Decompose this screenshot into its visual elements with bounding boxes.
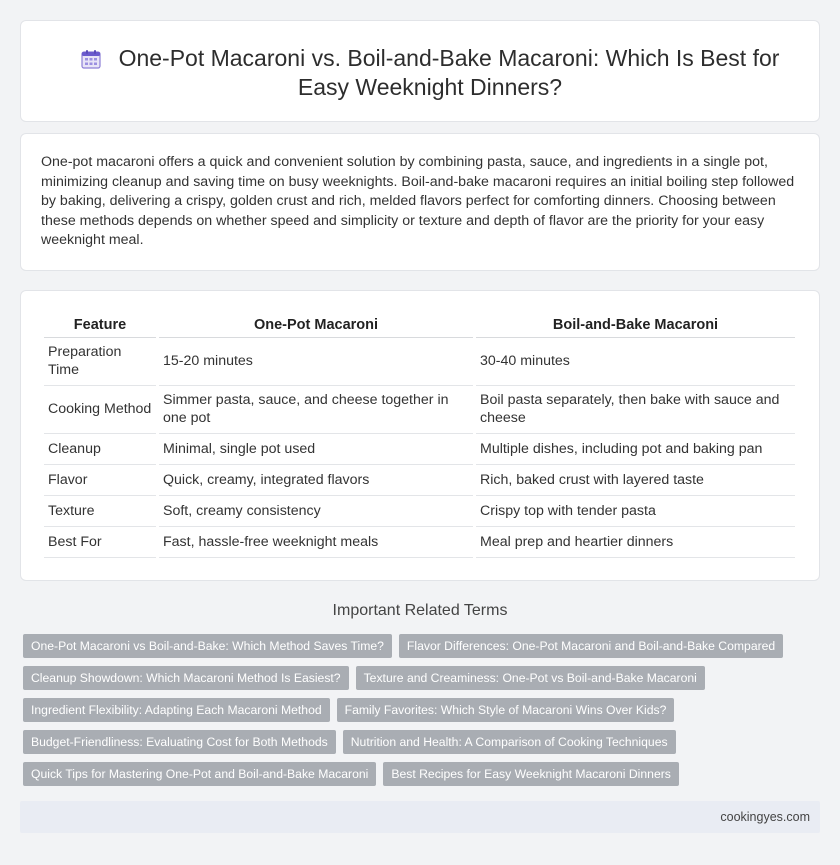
row-boil-and-bake: Boil pasta separately, then bake with sauce and cheese (476, 386, 795, 434)
row-one-pot: Minimal, single pot used (159, 434, 473, 465)
row-boil-and-bake: Multiple dishes, including pot and baking pan (476, 434, 795, 465)
table-row (44, 434, 795, 465)
table-row (44, 496, 795, 527)
table-header-row (44, 315, 795, 338)
page-title (61, 44, 799, 102)
related-term-link[interactable]: Flavor Differences: One-Pot Macaroni and Boil-and-Bake Compared (399, 634, 783, 658)
tag-row (23, 634, 823, 658)
table-row (44, 527, 795, 558)
row-one-pot: Simmer pasta, sauce, and cheese together in one pot (159, 386, 473, 434)
row-one-pot: Quick, creamy, integrated flavors (159, 465, 473, 496)
row-boil-and-bake: 30-40 minutes (476, 338, 795, 386)
row-boil-and-bake: Meal prep and heartier dinners (476, 527, 795, 558)
row-one-pot: 15-20 minutes (159, 338, 473, 386)
tag-row (23, 666, 823, 690)
row-feature: Cleanup (44, 434, 156, 465)
intro-paragraph: One-pot macaroni offers a quick and convenient solution by combining pasta, sauce, and ingredients in a single pot, minimizing cleanup and saving time on busy weeknights. Boil-and-bake macaroni requires an initial boiling step followed by baking, delivering a crispy, golden crust and rich, melded flavors perfect for comforting dinners. Choosing between these methods depends on whether speed and simplicity or texture and depth of flavor are the priority for your easy weeknight meal. (41, 154, 795, 249)
related-term-link[interactable]: Quick Tips for Mastering One-Pot and Boil-and-Bake Macaroni (23, 762, 376, 786)
tag-row (23, 730, 823, 754)
page-title-text: One-Pot Macaroni vs. Boil-and-Bake Macaroni: Which Is Best for Easy Weeknight Dinners? (118, 45, 780, 100)
row-feature: Flavor (44, 465, 156, 496)
table-row (44, 465, 795, 496)
row-boil-and-bake: Crispy top with tender pasta (476, 496, 795, 527)
table-row (44, 386, 795, 434)
related-term-link[interactable]: One-Pot Macaroni vs Boil-and-Bake: Which Method Saves Time? (23, 634, 392, 658)
row-feature: Cooking Method (44, 386, 156, 434)
title-card (20, 20, 820, 122)
row-boil-and-bake: Rich, baked crust with layered taste (476, 465, 795, 496)
related-term-link[interactable]: Cleanup Showdown: Which Macaroni Method Is Easiest? (23, 666, 349, 690)
header-one-pot: One-Pot Macaroni (159, 315, 473, 338)
header-feature: Feature (44, 315, 156, 338)
related-term-link[interactable]: Ingredient Flexibility: Adapting Each Macaroni Method (23, 698, 330, 722)
related-terms-list (23, 634, 823, 794)
tag-row (23, 762, 823, 786)
related-term-link[interactable]: Family Favorites: Which Style of Macaroni Wins Over Kids? (337, 698, 675, 722)
row-feature: Preparation Time (44, 338, 156, 386)
related-term-link[interactable]: Budget-Friendliness: Evaluating Cost for Both Methods (23, 730, 336, 754)
related-term-link[interactable]: Texture and Creaminess: One-Pot vs Boil-and-Bake Macaroni (356, 666, 705, 690)
footer (20, 801, 820, 833)
comparison-card (20, 290, 820, 581)
row-one-pot: Fast, hassle-free weeknight meals (159, 527, 473, 558)
table-row (44, 338, 795, 386)
calendar-icon (81, 47, 101, 67)
related-term-link[interactable]: Nutrition and Health: A Comparison of Cooking Techniques (343, 730, 676, 754)
comparison-table (41, 315, 798, 558)
related-term-link[interactable]: Best Recipes for Easy Weeknight Macaroni Dinners (383, 762, 679, 786)
tag-row (23, 698, 823, 722)
row-one-pot: Soft, creamy consistency (159, 496, 473, 527)
row-feature: Texture (44, 496, 156, 527)
header-boil-and-bake: Boil-and-Bake Macaroni (476, 315, 795, 338)
footer-site-link[interactable]: cookingyes.com (720, 810, 810, 824)
intro-card (20, 133, 820, 271)
row-feature: Best For (44, 527, 156, 558)
related-terms-heading: Important Related Terms (332, 602, 508, 619)
